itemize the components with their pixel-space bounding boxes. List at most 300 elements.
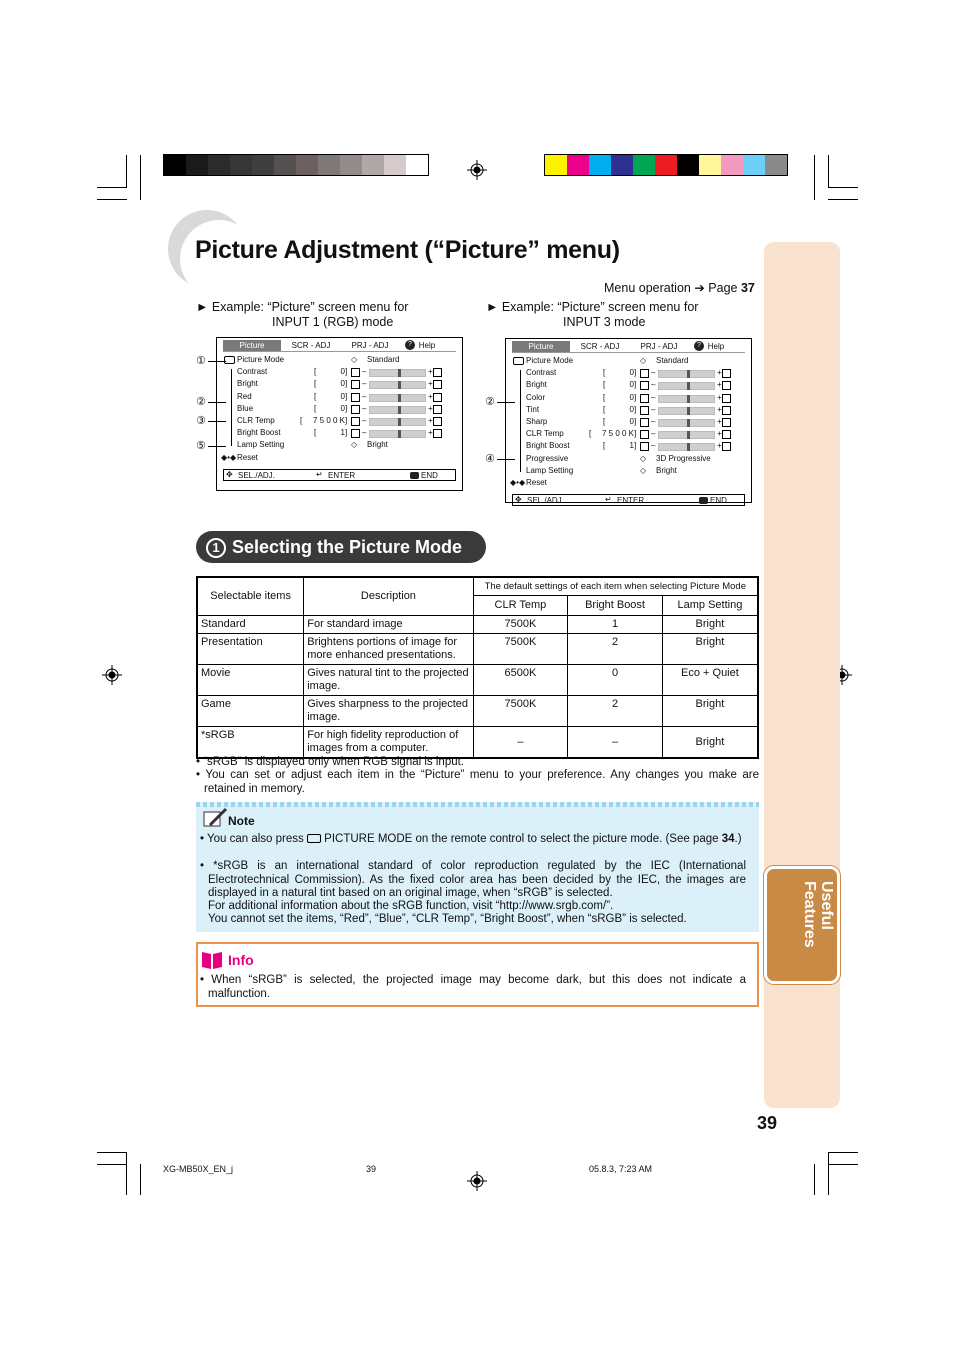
osd-slider bbox=[658, 443, 715, 451]
osd-item-value: 0 bbox=[629, 368, 634, 378]
minus-sign: – bbox=[362, 379, 367, 389]
crop-mark bbox=[140, 1164, 141, 1195]
osd-bracket: ] bbox=[345, 367, 348, 377]
osd-bracket: ] bbox=[634, 404, 637, 414]
table-cell-desc: Gives natural tint to the projected image. bbox=[304, 665, 473, 696]
osd-select-arrow-icon: ◇ bbox=[351, 440, 358, 450]
osd-item-value: Standard bbox=[367, 355, 400, 364]
osd-bracket: [ bbox=[603, 441, 606, 451]
osd-min-icon bbox=[640, 430, 649, 439]
osd-max-icon bbox=[722, 406, 731, 415]
minus-sign: – bbox=[651, 404, 656, 414]
osd-slider-thumb bbox=[687, 395, 690, 403]
osd-bracket: [ bbox=[314, 367, 317, 377]
osd-bracket: [ bbox=[603, 417, 606, 426]
osd-bracket: [ bbox=[603, 380, 606, 390]
color-swatch bbox=[545, 155, 567, 175]
reset-arrows-icon: ◆•◆ bbox=[221, 452, 237, 462]
example-label-left: ► Example: “Picture” screen menu for bbox=[196, 300, 409, 314]
osd-slider bbox=[658, 407, 715, 415]
bullet-memory: • You can set or adjust each item in the “Picture” menu to your preference. Any changes you make are retained in memory. bbox=[196, 769, 759, 795]
osd-divider bbox=[223, 351, 456, 352]
minus-sign: – bbox=[362, 367, 367, 377]
crop-mark bbox=[126, 155, 127, 188]
color-swatch bbox=[362, 155, 384, 175]
minus-sign: – bbox=[651, 417, 656, 426]
osd-slider-thumb bbox=[687, 419, 690, 427]
table-cell-lamp: Eco + Quiet bbox=[662, 665, 758, 696]
color-swatch bbox=[186, 155, 208, 175]
picture-mode-table bbox=[196, 576, 759, 759]
callout-number: ④ bbox=[485, 453, 495, 465]
osd-footer-enter: ENTER bbox=[328, 470, 356, 480]
picture-mode-button-icon bbox=[307, 834, 321, 843]
osd-item-label: CLR Temp bbox=[526, 429, 564, 439]
osd-item-value: 7 5 0 0 K bbox=[601, 429, 634, 439]
osd-min-icon bbox=[351, 393, 360, 402]
info-bullet: • When “sRGB” is selected, the projected image may become dark, but this does not indicate a malfunction. bbox=[200, 974, 746, 1000]
osd-item-value: 3D Progressive bbox=[656, 453, 711, 463]
osd-max-icon bbox=[722, 381, 731, 390]
osd-item-value: 7 5 0 0 K bbox=[312, 416, 345, 425]
table-cell-clr: 6500K bbox=[473, 665, 568, 696]
osd-tab-picture: Picture bbox=[512, 341, 570, 352]
osd-item-value: 0 bbox=[629, 404, 634, 414]
osd-item-label: Red bbox=[237, 391, 252, 401]
side-tab-useful-features: Useful Features bbox=[764, 866, 840, 984]
callout-number: ⑤ bbox=[196, 440, 206, 452]
crop-mark bbox=[97, 187, 127, 188]
osd-tab-prj-adj: PRJ - ADJ bbox=[640, 342, 678, 351]
note-srgb-restriction: You cannot set the items, “Red”, “Blue”, “CLR Temp”, “Bright Boost”, when “sRGB” is selected. bbox=[208, 913, 687, 925]
table-cell-clr: 7500K bbox=[473, 696, 568, 727]
plus-sign: + bbox=[717, 417, 722, 426]
table-row bbox=[197, 634, 758, 665]
osd-select-arrow-icon: ◇ bbox=[351, 355, 358, 364]
osd-slider-thumb bbox=[687, 382, 690, 390]
osd-min-icon bbox=[351, 405, 360, 414]
footer-date: 05.8.3, 7:23 AM bbox=[589, 1164, 653, 1174]
osd-max-icon bbox=[722, 394, 731, 403]
osd-max-icon bbox=[433, 368, 442, 377]
osd-slider bbox=[658, 395, 715, 403]
color-swatch bbox=[743, 155, 765, 175]
table-cell-boost: 0 bbox=[568, 665, 663, 696]
callout-number: ③ bbox=[196, 415, 206, 427]
osd-item-label: CLR Temp bbox=[237, 416, 275, 425]
osd-bracket: ] bbox=[345, 403, 348, 413]
gray-calibration-strip bbox=[163, 154, 429, 176]
table-cell-desc: Gives sharpness to the projected image. bbox=[304, 696, 473, 727]
osd-tab-bar bbox=[223, 340, 456, 351]
osd-bracket: ] bbox=[345, 379, 348, 389]
table-cell-desc: Brightens portions of image for more enhanced presentations. bbox=[304, 634, 473, 665]
osd-slider-thumb bbox=[687, 370, 690, 378]
crop-mark bbox=[97, 1164, 127, 1165]
minus-sign: – bbox=[362, 416, 367, 425]
osd-slider bbox=[369, 430, 426, 438]
crop-mark bbox=[828, 155, 829, 188]
osd-slider-thumb bbox=[398, 418, 401, 426]
osd-slider-thumb bbox=[687, 431, 690, 439]
callout-line bbox=[208, 446, 226, 447]
example-label-right-mode: INPUT 3 mode bbox=[563, 315, 646, 329]
osd-footer-end: END bbox=[421, 470, 438, 480]
osd-tree-line bbox=[520, 370, 521, 472]
table-cell-item: Presentation bbox=[197, 634, 304, 665]
osd-item-label: Blue bbox=[237, 403, 254, 413]
select-arrows-icon: ✥ bbox=[226, 469, 233, 479]
table-cell-boost: – bbox=[568, 727, 663, 759]
osd-tab-bar bbox=[512, 341, 745, 352]
color-swatch bbox=[252, 155, 274, 175]
osd-item-label: Lamp Setting bbox=[237, 440, 285, 450]
minus-sign: – bbox=[362, 428, 367, 438]
registration-mark-icon bbox=[102, 665, 122, 685]
osd-item-value: 0 bbox=[340, 379, 345, 389]
osd-footer-sel: SEL./ADJ. bbox=[527, 496, 564, 506]
osd-slider bbox=[658, 370, 715, 378]
registration-mark-icon bbox=[467, 1171, 487, 1191]
help-icon: ? bbox=[405, 340, 415, 350]
header-bright-boost: Bright Boost bbox=[568, 596, 663, 616]
table-cell-item: Game bbox=[197, 696, 304, 727]
section-heading: 1 Selecting the Picture Mode bbox=[196, 531, 486, 563]
callout-number: ② bbox=[196, 396, 206, 408]
enter-icon: ↵ bbox=[316, 469, 323, 479]
osd-tree-line bbox=[231, 369, 232, 446]
color-swatch bbox=[765, 155, 787, 175]
osd-slider bbox=[658, 419, 715, 427]
osd-slider bbox=[369, 418, 426, 426]
table-cell-lamp: Bright bbox=[662, 696, 758, 727]
osd-bracket: ] bbox=[634, 392, 637, 402]
color-calibration-strip bbox=[544, 154, 788, 176]
table-cell-desc: For standard image bbox=[304, 616, 473, 634]
color-swatch bbox=[274, 155, 296, 175]
osd-bracket: [ bbox=[314, 403, 317, 413]
osd-bracket: ] bbox=[634, 429, 637, 439]
table-cell-clr: 7500K bbox=[473, 616, 568, 634]
note-pencil-icon bbox=[202, 807, 228, 829]
table-cell-boost: 1 bbox=[568, 616, 663, 634]
osd-max-icon bbox=[433, 429, 442, 438]
color-swatch bbox=[677, 155, 699, 175]
callout-number: ② bbox=[485, 396, 495, 408]
crop-mark bbox=[97, 1152, 127, 1153]
crop-mark bbox=[140, 155, 141, 200]
osd-min-icon bbox=[640, 406, 649, 415]
osd-item-value: Bright bbox=[367, 440, 388, 450]
example-label-left-mode: INPUT 1 (RGB) mode bbox=[272, 315, 394, 329]
osd-bracket: [ bbox=[589, 429, 592, 439]
osd-bracket: [ bbox=[603, 404, 606, 414]
callout-line bbox=[208, 361, 226, 362]
table-cell-boost: 2 bbox=[568, 634, 663, 665]
osd-slider-thumb bbox=[687, 407, 690, 415]
osd-item-label: Progressive bbox=[526, 453, 569, 463]
info-book-icon bbox=[201, 950, 223, 970]
osd-item-value: 1 bbox=[340, 428, 345, 438]
osd-select-arrow-icon: ◇ bbox=[640, 453, 647, 463]
table-cell-clr: 7500K bbox=[473, 634, 568, 665]
osd-min-icon bbox=[351, 380, 360, 389]
table-cell-lamp: Bright bbox=[662, 634, 758, 665]
osd-tab-prj-adj: PRJ - ADJ bbox=[351, 341, 389, 350]
callout-line bbox=[497, 459, 515, 460]
select-arrows-icon: ✥ bbox=[515, 495, 522, 505]
end-button-icon bbox=[410, 472, 419, 479]
page-number: 39 bbox=[757, 1113, 778, 1133]
plus-sign: + bbox=[428, 391, 433, 401]
color-swatch bbox=[611, 155, 633, 175]
color-swatch bbox=[318, 155, 340, 175]
osd-bracket: [ bbox=[603, 368, 606, 378]
info-title: Info bbox=[228, 952, 254, 968]
osd-bracket: [ bbox=[314, 379, 317, 389]
osd-item-value: 0 bbox=[340, 391, 345, 401]
color-swatch bbox=[296, 155, 318, 175]
osd-max-icon bbox=[433, 380, 442, 389]
minus-sign: – bbox=[651, 368, 656, 378]
table-row bbox=[197, 616, 758, 634]
osd-slider bbox=[369, 381, 426, 389]
osd-item-label: Bright Boost bbox=[237, 428, 281, 438]
plus-sign: + bbox=[717, 429, 722, 439]
osd-min-icon bbox=[640, 418, 649, 427]
plus-sign: + bbox=[717, 441, 722, 451]
table-cell-item: Standard bbox=[197, 616, 304, 634]
minus-sign: – bbox=[651, 380, 656, 390]
crop-mark bbox=[828, 1164, 858, 1165]
table-cell-clr: – bbox=[473, 727, 568, 759]
note-srgb-url: For additional information about the sRGB function, visit “http://www.srgb.com/”. bbox=[208, 900, 614, 912]
osd-select-arrow-icon: ◇ bbox=[640, 465, 647, 475]
osd-max-icon bbox=[433, 405, 442, 414]
plus-sign: + bbox=[428, 367, 433, 377]
osd-min-icon bbox=[640, 369, 649, 378]
osd-max-icon bbox=[433, 393, 442, 402]
osd-bracket: [ bbox=[603, 392, 606, 402]
osd-max-icon bbox=[722, 430, 731, 439]
osd-bracket: ] bbox=[634, 441, 637, 451]
osd-slider bbox=[369, 406, 426, 414]
crop-mark bbox=[828, 187, 858, 188]
osd-slider bbox=[658, 382, 715, 390]
callout-line bbox=[208, 421, 226, 422]
reset-arrows-icon: ◆•◆ bbox=[510, 478, 526, 487]
color-swatch bbox=[340, 155, 362, 175]
osd-slider-thumb bbox=[687, 443, 690, 451]
footer-doc-id: XG-MB50X_EN_j bbox=[163, 1164, 234, 1174]
osd-item-value: 0 bbox=[629, 417, 634, 426]
osd-tab-scr-adj: SCR - ADJ bbox=[291, 341, 331, 350]
osd-item-value: 0 bbox=[340, 367, 345, 377]
table-cell-item: Movie bbox=[197, 665, 304, 696]
osd-bracket: ] bbox=[634, 368, 637, 378]
osd-min-icon bbox=[351, 368, 360, 377]
table-cell-boost: 2 bbox=[568, 696, 663, 727]
osd-min-icon bbox=[640, 394, 649, 403]
osd-tab-scr-adj: SCR - ADJ bbox=[580, 342, 620, 351]
color-swatch bbox=[406, 155, 428, 175]
picture-mode-icon bbox=[224, 356, 235, 364]
callout-line bbox=[497, 402, 515, 403]
plus-sign: + bbox=[717, 392, 722, 402]
minus-sign: – bbox=[362, 403, 367, 413]
crop-mark bbox=[814, 155, 815, 200]
plus-sign: + bbox=[717, 380, 722, 390]
osd-footer-end: END bbox=[710, 496, 727, 506]
color-swatch bbox=[589, 155, 611, 175]
osd-bracket: ] bbox=[345, 391, 348, 401]
osd-bracket: [ bbox=[300, 416, 303, 425]
osd-item-label: Color bbox=[526, 392, 546, 402]
osd-slider-thumb bbox=[398, 369, 401, 377]
osd-footer-sel: SEL./ADJ. bbox=[238, 470, 275, 480]
osd-slider-thumb bbox=[398, 406, 401, 414]
osd-min-icon bbox=[351, 429, 360, 438]
note-bullet-1: • You can also press PICTURE MODE on the remote control to select the picture mode. (See page 34.) bbox=[200, 833, 742, 845]
osd-item-label: Reset bbox=[526, 478, 547, 487]
table-row bbox=[197, 696, 758, 727]
osd-footer bbox=[223, 469, 456, 481]
osd-footer-enter: ENTER bbox=[617, 496, 645, 506]
osd-max-icon bbox=[433, 417, 442, 426]
osd-max-icon bbox=[722, 442, 731, 451]
osd-item-label: Reset bbox=[237, 452, 258, 462]
header-default-settings: The default settings of each item when selecting Picture Mode bbox=[473, 577, 758, 596]
osd-tab-help: Help bbox=[707, 342, 725, 351]
osd-menu-rgb bbox=[216, 337, 463, 491]
color-swatch bbox=[699, 155, 721, 175]
end-button-icon bbox=[699, 497, 708, 504]
header-lamp-setting: Lamp Setting bbox=[662, 596, 758, 616]
osd-item-label: Sharp bbox=[526, 417, 548, 426]
osd-item-label: Tint bbox=[526, 404, 540, 414]
minus-sign: – bbox=[362, 391, 367, 401]
osd-slider-thumb bbox=[398, 381, 401, 389]
callout-number: ① bbox=[196, 355, 206, 367]
table-cell-lamp: Bright bbox=[662, 727, 758, 759]
crop-mark bbox=[828, 1152, 858, 1153]
header-clr-temp: CLR Temp bbox=[473, 596, 568, 616]
osd-bracket: ] bbox=[345, 416, 348, 425]
color-swatch bbox=[633, 155, 655, 175]
osd-min-icon bbox=[351, 417, 360, 426]
osd-menu-input3 bbox=[505, 338, 752, 506]
osd-slider bbox=[658, 431, 715, 439]
osd-max-icon bbox=[722, 418, 731, 427]
color-swatch bbox=[721, 155, 743, 175]
crop-mark bbox=[814, 1164, 815, 1195]
osd-bracket: [ bbox=[314, 428, 317, 438]
osd-tab-picture: Picture bbox=[223, 340, 281, 351]
enter-icon: ↵ bbox=[605, 495, 612, 505]
menu-operation-ref: Menu operation ➔ Page 37 bbox=[604, 281, 755, 295]
example-label-right: ► Example: “Picture” screen menu for bbox=[486, 300, 699, 314]
table-cell-lamp: Bright bbox=[662, 616, 758, 634]
osd-bracket: ] bbox=[634, 417, 637, 426]
color-swatch bbox=[384, 155, 406, 175]
plus-sign: + bbox=[428, 416, 433, 425]
plus-sign: + bbox=[717, 368, 722, 378]
color-swatch bbox=[567, 155, 589, 175]
plus-sign: + bbox=[428, 403, 433, 413]
osd-min-icon bbox=[640, 442, 649, 451]
table-row bbox=[197, 727, 758, 759]
osd-item-value: 0 bbox=[629, 392, 634, 402]
header-selectable-items: Selectable items bbox=[197, 577, 304, 616]
table-row bbox=[197, 665, 758, 696]
osd-item-label: Contrast bbox=[237, 367, 268, 377]
osd-bracket: ] bbox=[345, 428, 348, 438]
osd-slider-thumb bbox=[398, 394, 401, 402]
bullet-srgb: • “sRGB” is displayed only when RGB signal is input. bbox=[196, 756, 464, 768]
color-swatch bbox=[164, 155, 186, 175]
crop-mark bbox=[828, 1152, 829, 1195]
callout-line bbox=[208, 402, 226, 403]
osd-bracket: [ bbox=[314, 391, 317, 401]
osd-item-label: Bright bbox=[237, 379, 258, 389]
plus-sign: + bbox=[428, 428, 433, 438]
header-description: Description bbox=[304, 577, 473, 616]
osd-item-value: Standard bbox=[656, 356, 689, 365]
note-title: Note bbox=[228, 814, 255, 828]
osd-item-value: Bright bbox=[656, 465, 677, 475]
osd-select-arrow-icon: ◇ bbox=[640, 356, 647, 365]
osd-tab-help: Help bbox=[418, 341, 436, 350]
osd-item-value: 1 bbox=[629, 441, 634, 451]
registration-mark-icon bbox=[467, 160, 487, 180]
osd-slider-thumb bbox=[398, 430, 401, 438]
help-icon: ? bbox=[694, 341, 704, 351]
plus-sign: + bbox=[428, 379, 433, 389]
minus-sign: – bbox=[651, 392, 656, 402]
table-cell-desc: For high fidelity reproduction of images from a computer. bbox=[304, 727, 473, 759]
osd-min-icon bbox=[640, 381, 649, 390]
color-swatch bbox=[230, 155, 252, 175]
color-swatch bbox=[655, 155, 677, 175]
osd-item-label: Contrast bbox=[526, 368, 557, 378]
color-swatch bbox=[208, 155, 230, 175]
crop-mark bbox=[126, 1152, 127, 1195]
osd-item-value: 0 bbox=[340, 403, 345, 413]
osd-slider bbox=[369, 394, 426, 402]
osd-bracket: ] bbox=[634, 380, 637, 390]
plus-sign: + bbox=[717, 404, 722, 414]
note-bullet-2: • *sRGB is an international standard of color reproduction regulated by the IEC (International Electrotechnical Commission). As the fixed color area has been decided by the IEC, the images are displayed in a natural tint based on an original image, when “sRGB” is selected. bbox=[200, 860, 746, 899]
osd-divider bbox=[512, 352, 745, 353]
osd-item-label: Bright Boost bbox=[526, 441, 570, 451]
table-cell-item: *sRGB bbox=[197, 727, 304, 759]
page-title: Picture Adjustment (“Picture” menu) bbox=[195, 236, 620, 264]
osd-item-label: Picture Mode bbox=[526, 356, 574, 365]
osd-item-label: Bright bbox=[526, 380, 547, 390]
crop-mark bbox=[97, 199, 127, 200]
osd-item-value: 0 bbox=[629, 380, 634, 390]
footer-page: 39 bbox=[366, 1164, 377, 1174]
minus-sign: – bbox=[651, 429, 656, 439]
osd-slider bbox=[369, 369, 426, 377]
osd-item-label: Picture Mode bbox=[237, 355, 285, 364]
osd-max-icon bbox=[722, 369, 731, 378]
minus-sign: – bbox=[651, 441, 656, 451]
crop-mark bbox=[828, 199, 858, 200]
picture-mode-icon bbox=[513, 357, 524, 365]
osd-item-label: Lamp Setting bbox=[526, 465, 574, 475]
osd-footer bbox=[512, 494, 745, 506]
